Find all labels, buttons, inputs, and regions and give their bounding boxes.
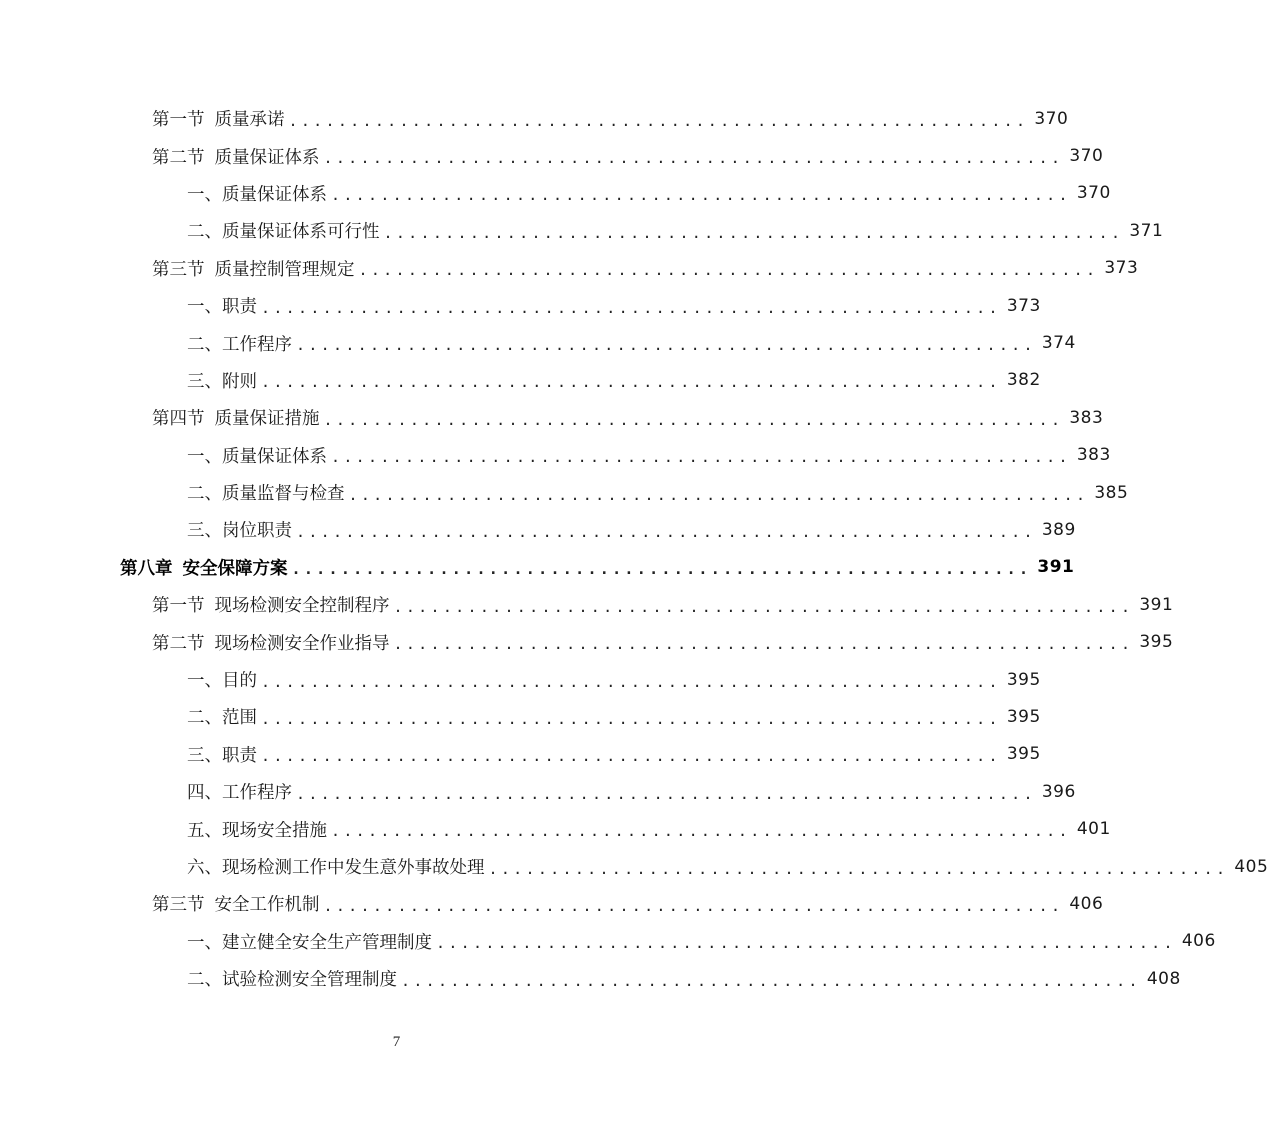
entry-title: 试验检测安全管理制度 bbox=[222, 970, 397, 991]
toc-section-entry[interactable] bbox=[0, 250, 1139, 287]
entry-label bbox=[187, 854, 485, 879]
entry-page-number: 374 bbox=[1041, 333, 1076, 354]
dot-leader: ............................................................ bbox=[401, 971, 1141, 990]
entry-title: 现场检测安全控制程序 bbox=[214, 596, 390, 617]
entry-title: 现场安全措施 bbox=[222, 820, 327, 841]
entry-page-number: 370 bbox=[1069, 146, 1104, 167]
entry-page-number: 395 bbox=[1139, 632, 1174, 653]
toc-subsection-entry[interactable] bbox=[0, 773, 1076, 810]
dot-leader: ............................................................ bbox=[261, 373, 1001, 392]
entry-number: 四、 bbox=[187, 783, 222, 804]
dot-leader: ............................................................ bbox=[393, 635, 1134, 654]
toc-subsection-entry[interactable] bbox=[0, 212, 1164, 249]
entry-label bbox=[187, 742, 257, 767]
entry-title: 现场检测安全作业指导 bbox=[214, 633, 390, 654]
dot-leader: ............................................................ bbox=[261, 747, 1001, 766]
entry-label bbox=[152, 144, 320, 169]
entry-number: 第三节 bbox=[152, 895, 205, 916]
toc-subsection-entry[interactable] bbox=[0, 287, 1041, 324]
entry-number: 二、 bbox=[187, 334, 222, 355]
entry-number: 第一节 bbox=[152, 596, 205, 617]
entry-number: 二、 bbox=[187, 222, 222, 243]
dot-leader: ............................................................ bbox=[323, 896, 1064, 915]
toc-section-entry[interactable] bbox=[0, 100, 1069, 137]
entry-page-number: 389 bbox=[1041, 519, 1076, 540]
dot-leader: ............................................................ bbox=[348, 485, 1089, 504]
entry-title: 目的 bbox=[222, 671, 257, 692]
entry-page-number: 373 bbox=[1104, 258, 1139, 279]
dot-leader: ............................................................ bbox=[261, 672, 1001, 691]
dot-leader: ............................................................ bbox=[323, 410, 1064, 429]
toc-subsection-entry[interactable] bbox=[0, 661, 1041, 698]
entry-label bbox=[187, 368, 257, 393]
entry-number: 一、 bbox=[187, 932, 222, 953]
entry-page-number: 408 bbox=[1146, 968, 1181, 989]
entry-label bbox=[120, 555, 288, 580]
dot-leader: ............................................................ bbox=[393, 597, 1134, 616]
entry-title: 安全保障方案 bbox=[182, 558, 288, 579]
entry-number: 五、 bbox=[187, 820, 222, 841]
entry-title: 现场检测工作中发生意外事故处理 bbox=[222, 858, 485, 878]
entry-title: 质量保证体系可行性 bbox=[222, 222, 380, 243]
dot-leader: ............................................................ bbox=[331, 186, 1071, 205]
entry-number: 三、 bbox=[187, 745, 222, 766]
entry-title: 质量控制管理规定 bbox=[214, 259, 355, 280]
toc-subsection-entry[interactable] bbox=[0, 511, 1076, 548]
dot-leader: ............................................................ bbox=[296, 522, 1036, 541]
entry-title: 质量承诺 bbox=[214, 110, 285, 131]
entry-page-number: 383 bbox=[1069, 407, 1104, 428]
toc-subsection-entry[interactable] bbox=[0, 810, 1111, 847]
toc-section-entry[interactable] bbox=[0, 623, 1174, 660]
page-number: 7 bbox=[392, 1034, 401, 1050]
entry-page-number: 395 bbox=[1006, 744, 1041, 765]
entry-number: 一、 bbox=[187, 446, 222, 467]
entry-title: 附则 bbox=[222, 371, 257, 392]
entry-page-number: 405 bbox=[1234, 856, 1268, 877]
toc-subsection-entry[interactable] bbox=[0, 324, 1076, 361]
entry-page-number: 382 bbox=[1006, 370, 1041, 391]
entry-number: 三、 bbox=[187, 521, 222, 542]
entry-label bbox=[187, 331, 292, 356]
entry-label bbox=[187, 517, 292, 542]
entry-label bbox=[152, 592, 390, 617]
entry-page-number: 385 bbox=[1094, 482, 1129, 503]
entry-label bbox=[152, 106, 285, 131]
entry-page-number: 391 bbox=[1037, 557, 1075, 578]
entry-title: 安全工作机制 bbox=[214, 895, 320, 916]
entry-title: 质量监督与检查 bbox=[222, 484, 345, 505]
entry-title: 质量保证体系 bbox=[222, 446, 327, 467]
dot-leader: ............................................................ bbox=[331, 448, 1071, 467]
entry-label bbox=[152, 891, 320, 916]
toc-subsection-entry[interactable] bbox=[0, 362, 1041, 399]
entry-label bbox=[152, 405, 320, 430]
dot-leader: ............................................................ bbox=[291, 560, 1032, 579]
entry-number: 二、 bbox=[187, 708, 222, 729]
entry-page-number: 370 bbox=[1034, 108, 1069, 129]
toc-subsection-entry[interactable] bbox=[0, 437, 1111, 474]
entry-label bbox=[187, 443, 327, 468]
entry-title: 职责 bbox=[222, 745, 257, 766]
toc-subsection-entry[interactable] bbox=[0, 960, 1181, 997]
dot-leader: ............................................................ bbox=[436, 934, 1176, 953]
dot-leader: ............................................................ bbox=[331, 822, 1071, 841]
dot-leader: ............................................................ bbox=[383, 223, 1124, 242]
entry-number: 一、 bbox=[187, 184, 222, 205]
toc-section-entry[interactable] bbox=[0, 137, 1104, 174]
toc-subsection-entry[interactable] bbox=[0, 848, 1268, 885]
dot-leader: ............................................................ bbox=[296, 784, 1036, 803]
dot-leader: ............................................................ bbox=[296, 336, 1036, 355]
dot-leader: ............................................................ bbox=[488, 859, 1229, 878]
entry-page-number: 395 bbox=[1006, 669, 1041, 690]
toc-section-entry[interactable] bbox=[0, 586, 1174, 623]
dot-leader: ............................................................ bbox=[288, 111, 1029, 130]
entry-label bbox=[152, 630, 390, 655]
entry-label bbox=[187, 293, 257, 318]
entry-page-number: 383 bbox=[1076, 445, 1111, 466]
entry-number: 第八章 bbox=[120, 558, 173, 579]
entry-label bbox=[187, 966, 397, 991]
entry-title: 工作程序 bbox=[222, 783, 292, 804]
toc-section-entry[interactable] bbox=[0, 399, 1104, 436]
entry-number: 第四节 bbox=[152, 409, 205, 430]
entry-page-number: 373 bbox=[1006, 295, 1041, 316]
entry-label bbox=[187, 779, 292, 804]
toc-chapter-entry[interactable] bbox=[0, 549, 1075, 586]
entry-label bbox=[187, 929, 432, 954]
entry-number: 二、 bbox=[187, 484, 222, 505]
entry-number: 第三节 bbox=[152, 259, 205, 280]
entry-number: 三、 bbox=[187, 371, 222, 392]
toc-subsection-entry[interactable] bbox=[0, 474, 1129, 511]
entry-title: 工作程序 bbox=[222, 334, 292, 355]
entry-page-number: 370 bbox=[1076, 183, 1111, 204]
dot-leader: ............................................................ bbox=[261, 709, 1001, 728]
dot-leader: ............................................................ bbox=[261, 298, 1001, 317]
entry-title: 质量保证措施 bbox=[214, 409, 320, 430]
entry-title: 岗位职责 bbox=[222, 521, 292, 542]
entry-page-number: 401 bbox=[1076, 819, 1111, 840]
entry-page-number: 371 bbox=[1129, 220, 1164, 241]
entry-page-number: 406 bbox=[1069, 893, 1104, 914]
entry-page-number: 406 bbox=[1181, 931, 1216, 952]
entry-number: 第二节 bbox=[152, 633, 205, 654]
toc-subsection-entry[interactable] bbox=[0, 698, 1041, 735]
entry-page-number: 391 bbox=[1139, 594, 1174, 615]
entry-title: 建立健全安全生产管理制度 bbox=[222, 932, 432, 953]
entry-label bbox=[187, 218, 380, 243]
toc-section-entry[interactable] bbox=[0, 885, 1104, 922]
entry-title: 范围 bbox=[222, 708, 257, 729]
dot-leader: ............................................................ bbox=[323, 149, 1064, 168]
entry-page-number: 395 bbox=[1006, 706, 1041, 727]
toc-subsection-entry[interactable] bbox=[0, 175, 1111, 212]
entry-title: 职责 bbox=[222, 297, 257, 318]
entry-label bbox=[187, 480, 345, 505]
toc-subsection-entry[interactable] bbox=[0, 736, 1041, 773]
entry-number: 六、 bbox=[187, 858, 222, 878]
entry-number: 一、 bbox=[187, 297, 222, 318]
entry-page-number: 396 bbox=[1041, 781, 1076, 802]
entry-label bbox=[187, 704, 257, 729]
entry-title: 质量保证体系 bbox=[222, 184, 327, 205]
entry-number: 二、 bbox=[187, 970, 222, 991]
entry-label bbox=[187, 181, 327, 206]
entry-label bbox=[187, 667, 257, 692]
toc-subsection-entry[interactable] bbox=[0, 923, 1216, 960]
entry-title: 质量保证体系 bbox=[214, 147, 320, 168]
entry-number: 第一节 bbox=[152, 110, 205, 131]
table-of-contents bbox=[0, 100, 1268, 997]
entry-number: 一、 bbox=[187, 671, 222, 692]
entry-number: 第二节 bbox=[152, 147, 205, 168]
entry-label bbox=[187, 817, 327, 842]
dot-leader: ............................................................ bbox=[358, 261, 1099, 280]
entry-label bbox=[152, 256, 355, 281]
